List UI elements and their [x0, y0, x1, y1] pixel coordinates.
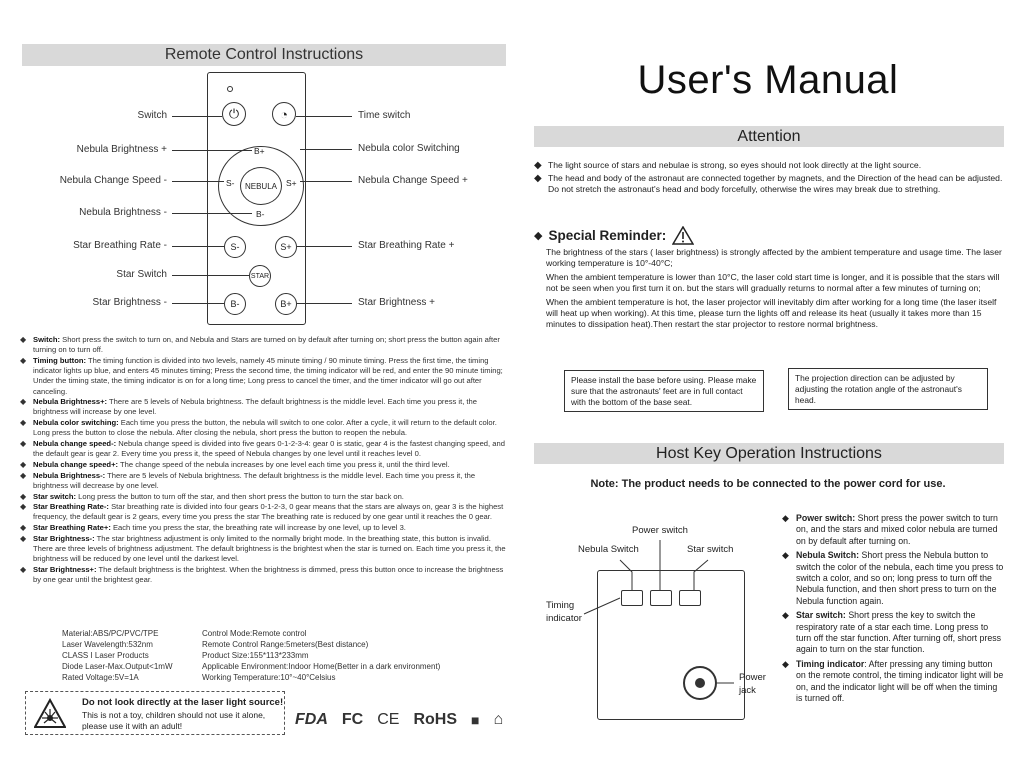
- special-paragraph: The brightness of the stars ( laser brightness) is strongly affected by the ambient temperature and usage time. The laser working temperature is 10°-40°C;: [546, 247, 1002, 268]
- base-install-note: Please install the base before using. Please make sure that the astronauts' feet are in full contact with the bottom of the base seat.: [564, 370, 764, 412]
- leader-nebula-color: [300, 149, 352, 150]
- label-star-brightness-plus: Star Brightness +: [358, 297, 435, 308]
- label-star-switch: Star Switch: [116, 269, 167, 280]
- attention-list: [534, 160, 1004, 197]
- desc-term: Nebula color switching:: [33, 418, 119, 428]
- desc-item: [20, 534, 508, 565]
- keyop-item: [782, 550, 1004, 607]
- spec-line: Product Size:155*113*233mm: [202, 651, 309, 660]
- leader-nebula-speed-plus: [300, 181, 352, 182]
- label-nebula-switch: Nebula Switch: [578, 544, 639, 555]
- desc-term: Nebula change speed-:: [33, 439, 117, 449]
- desc-text: The star brightness adjustment is only limited to the normally bright mode. In the breathing state, this button is invalid. There are three levels of brightness adjustment. The default brightness is the brightest when the star is turned on. Each time you press it, the brightness will be reduced by one level until the darkest level.: [33, 533, 506, 564]
- spec-line: Applicable Environment:Indoor Home(Better in a dark environment): [202, 662, 441, 671]
- host-key-header-bar: [534, 443, 1004, 464]
- desc-text: Short press the switch to turn on, and Nebula and Stars are turned on by default after turning on; short press the button again after turning on to turn off.: [33, 335, 500, 355]
- star-button-label: STAR: [250, 272, 270, 280]
- specs-column-2: [202, 628, 440, 683]
- desc-text: Long press the button to turn off the star, and then short press the button to turn the star back on.: [76, 491, 404, 501]
- attention-header-bar: [534, 126, 1004, 147]
- breathing-minus-button: [224, 236, 246, 258]
- leader-star-switch: [172, 275, 249, 276]
- power-jack-icon: [683, 666, 717, 700]
- nebula-center-button: [240, 167, 282, 205]
- label-nebula-brightness-minus: Nebula Brightness -: [79, 207, 167, 218]
- special-paragraph: When the ambient temperature is lower than 10°C, the laser cold start time is longer, and it is possible that the stars will not be seen when you first turn it on. but the stars will gradually returns to normal after a few minutes of turning on;: [546, 272, 1000, 293]
- laser-warning-box: [25, 691, 285, 735]
- rohs-mark: RoHS: [413, 711, 458, 728]
- power-cord-note: Note: The product needs to be connected to the power cord for use.: [590, 478, 946, 490]
- desc-text: Nebula change speed is divided into five gears 0-1-2-3-4: gear 0 is static, gear 4 is the fastest changing speed, and the default gear is gear 2. Every time you press it, the speed of Nebula changes by one level until it reaches level 0.: [33, 439, 505, 459]
- power-glyph: ⏻: [228, 106, 240, 121]
- label-time-switch: Time switch: [358, 110, 411, 121]
- desc-text: The default brightness is the brightest. When the brightness is dimmed, press this button once to increase the brightness by one gear until the brightest gear.: [33, 564, 504, 585]
- leader-nebula-brightness-plus: [172, 150, 252, 151]
- desc-term: Star Brightness-:: [33, 533, 95, 543]
- desc-term: Nebula Brightness-:: [33, 470, 106, 480]
- desc-item: [20, 502, 508, 522]
- star-brightness-minus-label: B-: [230, 299, 240, 309]
- desc-item: [20, 471, 508, 491]
- desc-item: [20, 439, 508, 459]
- spec-line: Diode Laser-Max.Output<1mW: [62, 662, 173, 671]
- label-star-breathing-rate-plus: Star Breathing Rate +: [358, 240, 455, 251]
- remote-function-descriptions: [20, 335, 508, 586]
- remote-instructions-title: Remote Control Instructions: [164, 46, 364, 63]
- host-key-header: Host Key Operation Instructions: [656, 445, 882, 462]
- desc-term: Star Brightness+:: [33, 564, 97, 574]
- desc-text: Each time you press the star, the breathing rate will increase by one level, up to level 3.: [110, 523, 406, 533]
- leader-star-brightness-plus: [297, 303, 352, 304]
- keyop-term: Power switch:: [796, 513, 856, 523]
- timer-button-icon: [272, 102, 296, 126]
- host-nebula-key: [621, 590, 643, 606]
- label-switch: Switch: [137, 110, 167, 121]
- projection-direction-note: The projection direction can be adjusted by adjusting the rotation angle of the astronaut's head.: [788, 368, 988, 410]
- keyop-text: : After pressing any timing button on the remote control, the timing indicator light will be on, and the indicator light will be off when the timing is turned off.: [796, 658, 1004, 704]
- keyop-term: Nebula Switch:: [796, 550, 860, 561]
- fda-mark: FDA: [295, 711, 328, 728]
- desc-item: [20, 397, 508, 417]
- leader-breathing-plus: [297, 246, 352, 247]
- laser-warning-icon: [34, 698, 66, 730]
- spec-line: Laser Wavelength:532nm: [62, 640, 153, 649]
- host-star-key: [679, 590, 701, 606]
- star-brightness-plus-label: B+: [280, 299, 292, 309]
- desc-text: Each time you press the button, the nebula will switch to one color. After a cycle, it will return to the default color. Long press the button to close the nebula. After closing the nebula, short press the button to reopen the nebula.: [33, 418, 497, 438]
- desc-item: [20, 523, 508, 533]
- desc-text: There are 5 levels of Nebula brightness. The default brightness is the middle level. Each time you press it, the brightness will increase by one level.: [33, 397, 477, 417]
- desc-term: Star switch:: [33, 491, 77, 501]
- label-power-switch: Power switch: [632, 525, 688, 536]
- breathing-minus-label: S-: [230, 242, 240, 252]
- breathing-plus-label: S+: [280, 242, 292, 252]
- special-paragraph: When the ambient temperature is hot, the laser projector will inevitably dim after working for a long time (the laser itself will heat up when working). At this time, please turn the lights off and release its heat (usually it takes more than 15 minutes to dissipation heat).Then restart the star projector to restore normal brightness.: [546, 297, 997, 329]
- keyop-item: [782, 610, 1004, 656]
- leader-time-switch: [296, 116, 352, 117]
- right-page: [512, 0, 1024, 768]
- power-button-icon: [222, 102, 246, 126]
- ring-b-plus-label: B+: [254, 146, 265, 156]
- weee-bin-icon: ■: [471, 712, 480, 728]
- label-nebula-change-speed-plus: Nebula Change Speed +: [358, 175, 468, 186]
- keyop-text: Short press the power switch to turn on, and the stars and mixed color nebula are turned on by default after turning on.: [796, 513, 998, 546]
- fc-mark: FC: [341, 711, 364, 728]
- home-icon: ⌂: [493, 711, 504, 728]
- star-button: [249, 265, 271, 287]
- manual-title: User's Manual: [637, 58, 899, 102]
- desc-item: [20, 356, 508, 397]
- desc-text: The change speed of the nebula increases by one level each time you press it, until the third level.: [118, 459, 450, 469]
- desc-item: [20, 492, 508, 502]
- leader-switch: [172, 116, 222, 117]
- label-timing-indicator: Timing indicator: [546, 600, 582, 624]
- remote-led-indicator: [227, 86, 233, 92]
- ce-mark: CE: [377, 711, 400, 728]
- attention-item: ◆ The head and body of the astronaut are connected together by magnets, and the Direction of the head can be adjusted. Do not stretch the astronaut's head and body forcefully, otherwise the wires may break due to strething.: [534, 173, 1004, 195]
- ring-b-minus-label: B-: [256, 209, 265, 219]
- keyop-term: Star switch:: [796, 610, 846, 621]
- warning-text: This is not a toy, children should not use it alone, please use it with an adult!: [82, 710, 266, 731]
- host-key-operations: [782, 513, 1004, 708]
- spec-line: CLASS I Laser Products: [62, 651, 149, 660]
- keyop-item: [782, 659, 1004, 705]
- breathing-plus-button: [275, 236, 297, 258]
- attention-header: Attention: [737, 128, 801, 145]
- keyop-item: [782, 513, 1004, 547]
- spec-line: Material:ABS/PC/PVC/TPE: [62, 629, 159, 638]
- desc-item: [20, 418, 508, 438]
- label-star-brightness-minus: Star Brightness -: [92, 297, 167, 308]
- desc-term: Switch:: [33, 335, 61, 344]
- leader-breathing-minus: [172, 246, 224, 247]
- leader-star-brightness-minus: [172, 303, 224, 304]
- desc-item: [20, 565, 508, 585]
- label-nebula-brightness-plus: Nebula Brightness +: [76, 144, 167, 155]
- warning-triangle-icon: [672, 226, 694, 245]
- remote-instructions-header-bar: [22, 44, 506, 66]
- star-brightness-plus-button: [275, 293, 297, 315]
- label-nebula-color-switching: Nebula color Switching: [358, 143, 460, 154]
- keyop-term: Timing indicator: [796, 658, 865, 669]
- warning-title: Do not look directly at the laser light source!: [82, 697, 284, 708]
- desc-item: [20, 460, 508, 470]
- special-reminder-text: [546, 247, 1006, 333]
- spec-line: Working Temperature:10°~40°Celsius: [202, 673, 336, 682]
- certification-marks: [295, 711, 503, 729]
- desc-term: Timing button:: [33, 355, 87, 365]
- ring-s-minus-label: S-: [226, 178, 235, 188]
- label-star-breathing-rate-minus: Star Breathing Rate -: [73, 240, 167, 251]
- label-nebula-change-speed-minus: Nebula Change Speed -: [59, 175, 167, 186]
- special-reminder-title: ◆ Special Reminder:: [548, 228, 667, 243]
- desc-term: Nebula Brightness+:: [33, 397, 108, 407]
- desc-term: Nebula change speed+:: [33, 459, 119, 469]
- leader-nebula-speed-minus: [172, 181, 224, 182]
- leader-nebula-brightness-minus: [172, 213, 252, 214]
- desc-term: Star Breathing Rate-:: [33, 502, 109, 512]
- label-star-switch-host: Star switch: [687, 544, 734, 555]
- spec-line: Rated Voltage:5V=1A: [62, 673, 139, 682]
- nebula-button-label: NEBULA: [244, 181, 277, 191]
- host-power-key: [650, 590, 672, 606]
- attention-item: ◆ The light source of stars and nebulae is strong, so eyes should not look directly at the light source.: [534, 160, 1004, 171]
- timer-glyph: ◔: [280, 106, 288, 122]
- keyop-text: Short press the Nebula button to switch the color of the nebula, each time you press to switch a color, and so on; long press to turn off the Nebula function, and then short press to turn on the Nebula function again.: [796, 550, 1004, 606]
- desc-text: There are 5 levels of Nebula brightness. The default brightness is the middle level. Each time you press it, the brightness will decrease by one level.: [33, 470, 476, 490]
- spec-line: Remote Control Range:5meters(Best distance): [202, 640, 369, 649]
- specs-column-1: [62, 628, 173, 683]
- spec-line: Control Mode:Remote control: [202, 629, 307, 638]
- desc-text: The timing function is divided into two levels, namely 45 minute timing / 90 minute timing. Press the first time, the timing indicator lights up blue, and enters 45 minutes timing; Press the second time, the timing indicator will be red, and enter the 90 minute timing; Under the timing state, the timing indicator is on for a long time; Long press to cancel the timer, and the timer indicator will go out after canceling.: [33, 355, 503, 396]
- desc-text: Star breathing rate is divided into four gears 0-1-2-3, 0 gear means that the stars are always on, gear 3 is the highest frequency, the default gear is 2 gears, every time you press the star The breathing rate is reduced by one gear until it reaches the 0 gear.: [33, 502, 504, 522]
- ring-s-plus-label: S+: [286, 178, 297, 188]
- star-brightness-minus-button: [224, 293, 246, 315]
- keyop-text: Short press the key to switch the respiratory rate of a star each time. Long press to turn off the star function. After turning off, short press again to turn on the star function.: [796, 610, 1002, 655]
- label-power-jack: Power jack: [739, 672, 766, 696]
- desc-term: Star Breathing Rate+:: [33, 523, 111, 533]
- special-reminder-heading: [534, 226, 694, 245]
- desc-item: [20, 335, 508, 355]
